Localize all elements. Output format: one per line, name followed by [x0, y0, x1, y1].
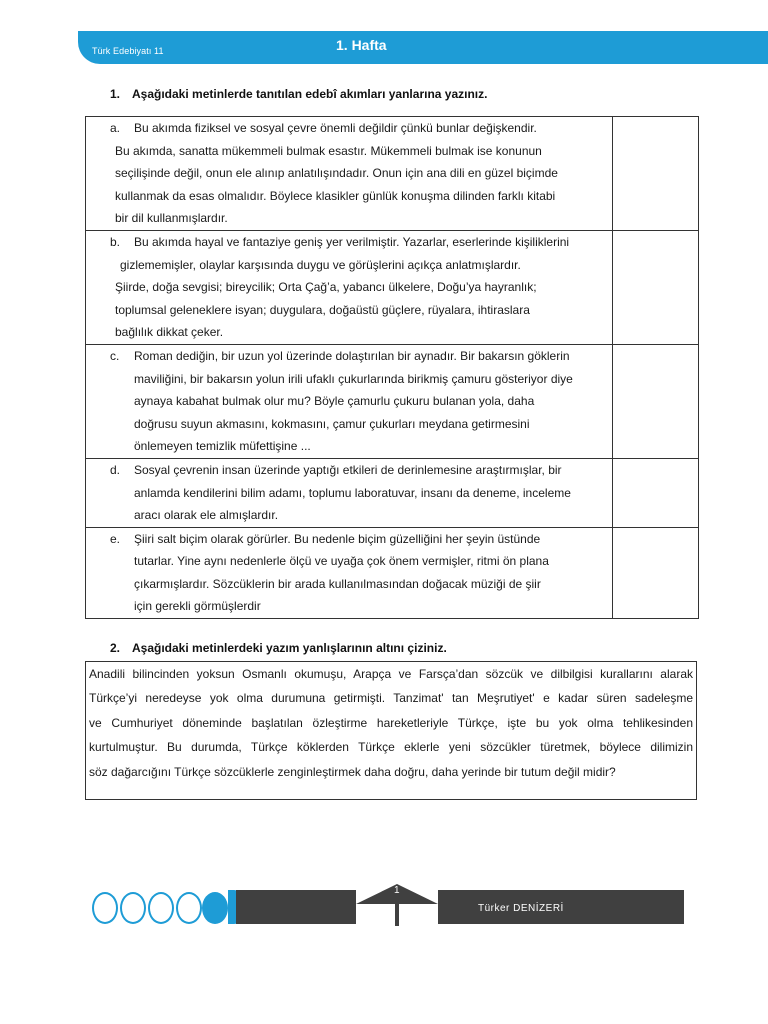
answer-cell[interactable] — [613, 527, 699, 618]
item-line — [86, 435, 612, 458]
item-line — [86, 459, 612, 482]
item-text-cell — [86, 527, 613, 618]
paragraph-line: söz dağarcığını Türkçe sözcüklerle zenginleştirmek daha doğru, daha yerinde bir tutum değil midir? — [89, 764, 616, 779]
question-1-row — [86, 527, 699, 618]
item-line-text: bağlılık dikkat çeker. — [115, 325, 224, 340]
question-1-row — [86, 117, 699, 231]
question-1-number: 1. — [110, 87, 121, 101]
item-line-text: Şiiri salt biçim olarak görürler. Bu nedenle biçim güzelliğini her şeyin üstünde — [134, 531, 541, 546]
item-letter: e. — [110, 531, 121, 546]
item-line — [86, 162, 612, 185]
question-2-number: 2. — [110, 641, 121, 655]
item-line-text: çıkarmışlardır. Sözcüklerin bir arada kullanılmasından doğacak müziği de şiir — [134, 576, 541, 591]
item-line — [86, 185, 612, 208]
item-line — [86, 504, 612, 527]
item-line — [86, 231, 612, 254]
question-2-text-box — [85, 661, 697, 800]
item-text-cell — [86, 458, 613, 527]
answer-cell[interactable] — [613, 344, 699, 458]
item-line-text: seçilişinde değil, onun ele alınıp anlatılışındadır. Onun için ana dili en güzel biçimde — [115, 166, 558, 181]
footer-circle-icon — [120, 892, 146, 924]
item-letter: a. — [110, 121, 121, 135]
week-title: 1. Hafta — [336, 37, 387, 53]
paragraph-line: kurtulmuştur. Bu durumda, Türkçe köklerden Türkçe eklerle yeni sözcükler türetmek, böylece dilimizin — [89, 740, 693, 755]
item-line-text: toplumsal geleneklere isyan; duygulara, doğaüstü güçlere, rüyalara, ihtiraslara — [115, 302, 530, 317]
page-number: 1 — [394, 885, 400, 896]
item-line — [86, 276, 612, 299]
item-line-text: aynaya kabahat bulmak olur mu? Böyle çamurlu çukuru bulanan yola, daha — [134, 394, 535, 409]
item-line — [86, 299, 612, 322]
item-line — [86, 595, 612, 618]
item-letter: d. — [110, 462, 121, 477]
item-line — [86, 550, 612, 573]
item-line — [86, 140, 612, 163]
question-2-title — [110, 641, 447, 655]
item-line-text: önlemeyen temizlik müfettişine ... — [134, 439, 311, 454]
item-line-text: anlamda kendilerini bilim adamı, toplumu laboratuvar, insanı da deneme, inceleme — [134, 485, 571, 500]
item-line — [86, 345, 612, 368]
item-letter: c. — [110, 348, 120, 363]
answer-cell[interactable] — [613, 230, 699, 344]
item-line-text: Bu akımda, sanatta mükemmeli bulmak esastır. Mükemmeli bulmak ise konunun — [115, 143, 542, 158]
item-text-cell — [86, 344, 613, 458]
answer-cell[interactable] — [613, 117, 699, 231]
course-title: Türk Edebiyatı 11 — [92, 46, 164, 56]
item-line-text: tutarlar. Yine aynı nedenlerle ölçü ve uyağa çok önem vermişler, ritmi ön plana — [134, 554, 549, 569]
paragraph-line: Anadili bilincinden yoksun Osmanlı okumuşu, Arapça ve Farsça’dan sözcük ve dilbilgisi kurallarını alarak — [89, 667, 693, 681]
item-line — [86, 390, 612, 413]
item-line — [86, 528, 612, 551]
item-line-text: doğrusu suyun akmasını, kokmasını, çamur çukurları meydana getirmesini — [134, 416, 530, 431]
question-1-title — [110, 87, 487, 101]
item-line — [86, 117, 612, 140]
question-1-table — [85, 116, 699, 619]
item-text-cell — [86, 230, 613, 344]
paragraph-line: Türkçe’yi neredeyse yok olma durumuna getirmişti. Tanzimat' tan Meşrutiyet' e kadar süren sadeleşme — [89, 691, 693, 706]
author-name: Türker DENİZERİ — [478, 903, 564, 914]
footer-circle-icon — [92, 892, 118, 924]
question-1-prompt: Aşağıdaki metinlerde tanıtılan edebî akımları yanlarına yazınız. — [132, 87, 488, 101]
item-line-text: bir dil kullanmışlardır. — [115, 211, 228, 226]
item-line-text: aracı olarak ele almışlardır. — [134, 508, 279, 523]
item-line-text: Şiirde, doğa sevgisi; bireycilik; Orta Çağ’a, yabancı ülkelere, Doğu’ya hayranlık; — [115, 280, 537, 295]
question-1-row — [86, 230, 699, 344]
item-line-text: Roman dediğin, bir uzun yol üzerinde dolaştırılan bir aynadır. Bir bakarsın göklerin — [134, 348, 570, 363]
question-2-prompt: Aşağıdaki metinlerdeki yazım yanlışlarının altını çiziniz. — [132, 641, 447, 655]
question-1-row — [86, 458, 699, 527]
item-line-text: maviliğini, bir bakarsın yolun irili ufaklı çukurlarında birikmiş çamuru gösteriyor diye — [134, 371, 573, 386]
item-line-text: Bu akımda hayal ve fantaziye geniş yer verilmiştir. Yazarlar, eserlerinde kişiliklerini — [134, 234, 570, 249]
item-line-text: için gerekli görmüşlerdir — [134, 599, 261, 614]
item-line — [86, 254, 612, 277]
header-banner — [78, 31, 768, 64]
footer-circle-icon — [148, 892, 174, 924]
item-line — [86, 321, 612, 344]
footer-bar-left — [236, 890, 356, 924]
answer-cell[interactable] — [613, 458, 699, 527]
paragraph-line: ve Cumhuriyet döneminde başlatılan özleştirme hareketleriyle Türkçe, işte bu yok olma tehlikesinden — [89, 715, 693, 730]
footer-circle-icon — [176, 892, 202, 924]
item-line — [86, 207, 612, 230]
item-letter: b. — [110, 234, 121, 249]
item-line — [86, 482, 612, 505]
item-line-text: kullanmak da esas olmalıdır. Böylece klasikler günlük konuşma dilinden farklı kitabi — [115, 188, 556, 203]
item-text-cell — [86, 117, 613, 231]
question-1-row — [86, 344, 699, 458]
item-line-text: Sosyal çevrenin insan üzerinde yaptığı etkileri de derinlemesine araştırmışlar, bir — [134, 462, 562, 477]
item-line — [86, 573, 612, 596]
item-line-text: gizlememişler, olaylar karşısında duygu ve görüşlerini açıkça anlatmışlardır. — [120, 257, 521, 272]
item-line — [86, 368, 612, 391]
item-line — [86, 413, 612, 436]
footer-circle-filled-icon — [202, 892, 228, 924]
item-line-text: Bu akımda fiziksel ve sosyal çevre önemli değildir çünkü bunlar değişkendir. — [134, 121, 537, 135]
